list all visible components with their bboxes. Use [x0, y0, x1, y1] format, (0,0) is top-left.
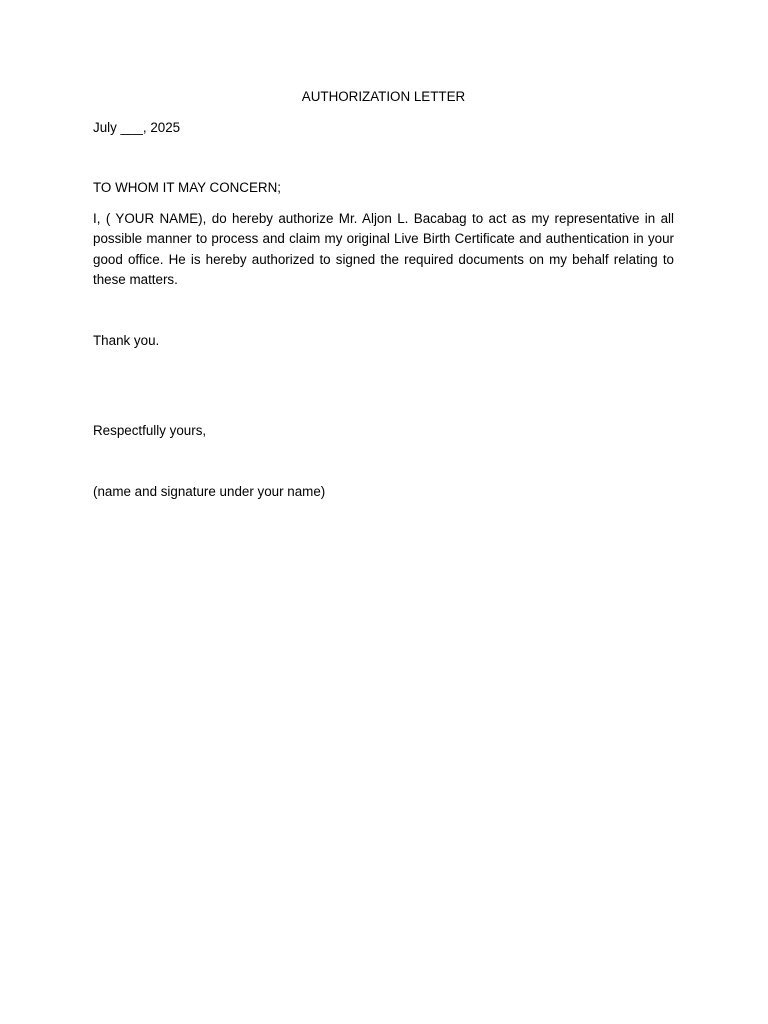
letter-closing: Respectfully yours, [93, 423, 207, 438]
letter-content [93, 87, 674, 502]
signature-placeholder: (name and signature under your name) [93, 483, 326, 499]
letter-salutation: TO WHOM IT MAY CONCERN; [93, 180, 281, 195]
letter-date: July ___, 2025 [93, 119, 181, 135]
letter-thanks: Thank you. [93, 332, 160, 348]
letter-body: I, ( YOUR NAME), do hereby authorize Mr. Aljon L. Bacabag to act as my representative in all possible manner to process and claim my original Live Birth Certificate and authentication in your good office. He is hereby authorized to signed the required documents on my behalf relating to these matters. [93, 210, 674, 287]
letter-title: AUTHORIZATION LETTER [301, 89, 466, 104]
